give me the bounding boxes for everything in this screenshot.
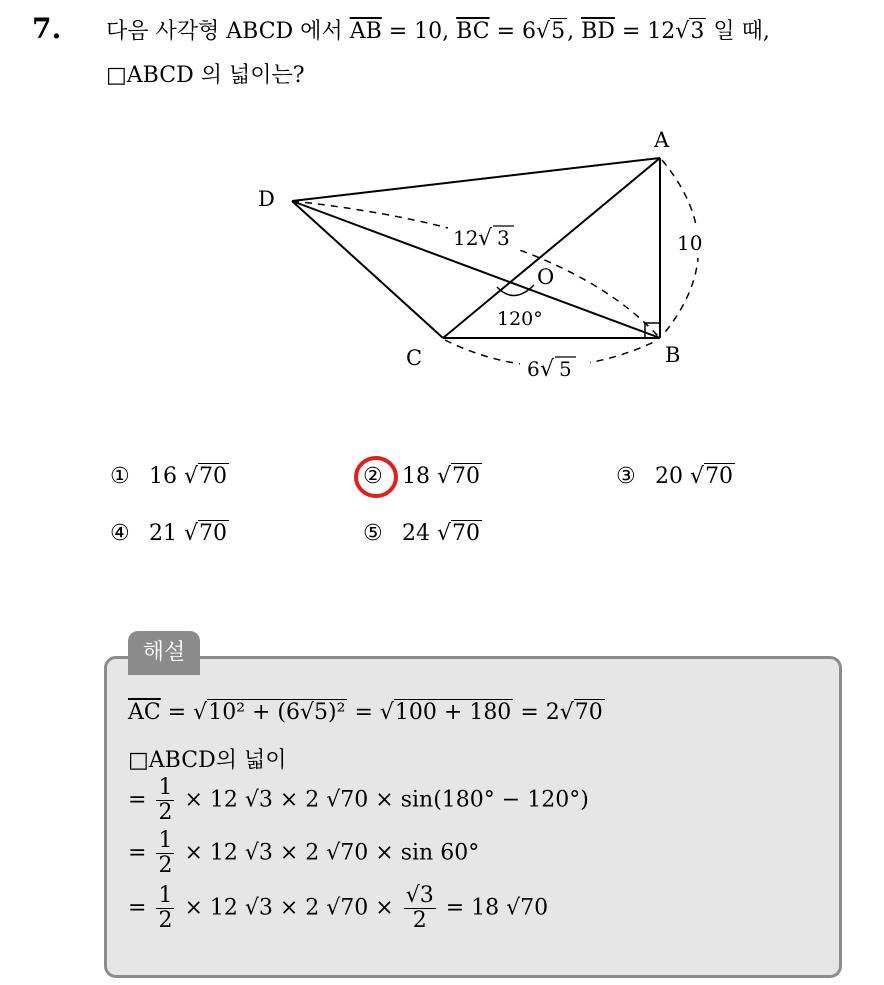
choice-3-sqrt: √70	[690, 464, 734, 489]
eq-2: =	[354, 700, 373, 725]
fraction-sqrt3-half: $\frac{√3}{2}$	[405, 883, 434, 933]
sqrt-ac: √10² + (6√5)²	[193, 700, 346, 725]
line-3-rest: × 12 √3 × 2 √70 × sin(180° − 120°)	[184, 787, 589, 813]
choice-4-mark: ④	[110, 521, 130, 546]
edge-da	[292, 158, 660, 201]
choice-4-coef: 21	[149, 521, 177, 546]
label-bc-rad: 5	[559, 357, 572, 381]
choice-1-mark: ①	[110, 464, 130, 489]
choice-1-coef: 16	[149, 464, 177, 489]
segment-ac: $\overline{AC}$	[128, 700, 161, 725]
solution-line-5	[128, 884, 548, 933]
question-line-2: □ABCD 의 넓이는?	[106, 63, 305, 88]
edge-dc	[292, 201, 443, 338]
label-c: C	[406, 346, 423, 370]
sqrt-5: √5	[536, 19, 566, 44]
choice-5-sqrt: √70	[437, 521, 481, 546]
eq-1: =	[167, 700, 187, 725]
fraction-half-5: $\frac{1}{2}$	[158, 883, 173, 933]
question-suffix: 일 때,	[713, 19, 770, 44]
segment-bd: $\overline{BD}$	[581, 19, 615, 44]
choice-2-coef: 18	[402, 464, 430, 489]
label-bc-coef: 6	[527, 357, 540, 381]
choice-4-sqrt: √70	[184, 521, 228, 546]
question-prefix: 다음 사각형 ABCD 에서	[106, 19, 343, 44]
choice-2-sqrt: √70	[437, 464, 481, 489]
eq-sign-3: =	[128, 787, 147, 813]
sqrt-70: √70	[559, 700, 603, 725]
eq-3: = 2	[520, 700, 560, 725]
question-line-1: 다음 사각형 ABCD 에서 $\overline{AB} = 10$, $\overline{BC} = 6√5$, $\overline{BD} = 12√3$ 일 때,	[106, 19, 770, 44]
label-bd-sqrt: √	[478, 226, 493, 251]
question-number: 7.	[32, 12, 62, 45]
label-d: D	[258, 187, 275, 211]
choice-4[interactable]	[110, 521, 229, 546]
angle-arc	[497, 285, 534, 296]
solution-line-1	[128, 700, 605, 725]
line-4-rest: × 12 √3 × 2 √70 × sin 60°	[184, 840, 480, 866]
label-bd-coef: 12	[453, 226, 479, 250]
quadrilateral-figure	[0, 0, 884, 430]
label-ab-length: 10	[677, 231, 703, 255]
eq-sign-4: =	[128, 840, 147, 866]
sqrt-3: √3	[675, 19, 705, 44]
line-5-end: = 18 √70	[445, 895, 549, 921]
label-b: B	[665, 343, 681, 367]
label-bd-rad: 3	[497, 226, 510, 250]
label-bc-sqrt: √	[540, 357, 555, 382]
choice-2-mark: ②	[363, 464, 383, 489]
choice-5[interactable]	[363, 521, 482, 546]
selected-answer-circle-icon	[352, 454, 400, 500]
ab-value: = 10,	[388, 19, 450, 44]
sqrt-sum: √100 + 180	[379, 700, 512, 725]
choice-1[interactable]	[110, 464, 229, 489]
choice-3-coef: 20	[655, 464, 683, 489]
solution-line-4	[128, 829, 479, 878]
line-5-mid: × 12 √3 × 2 √70 ×	[184, 895, 394, 921]
choice-3[interactable]	[616, 464, 735, 489]
choice-5-coef: 24	[402, 521, 430, 546]
solution-line-3	[128, 776, 589, 825]
segment-ab: $\overline{AB}$	[349, 19, 382, 44]
bd-value: = 12	[621, 19, 676, 44]
diagonal-db	[292, 201, 660, 338]
solution-tab: 해설	[128, 631, 200, 675]
fraction-half-4: $\frac{1}{2}$	[158, 828, 173, 878]
label-a: A	[654, 128, 670, 152]
solution-line-2: □ABCD의 넓이	[128, 748, 287, 773]
fraction-half-3: $\frac{1}{2}$	[158, 775, 173, 825]
choice-1-sqrt: √70	[184, 464, 228, 489]
label-angle: 120°	[497, 308, 543, 330]
choice-5-mark: ⑤	[363, 521, 383, 546]
segment-bc: $\overline{BC}$	[456, 19, 490, 44]
label-o: O	[537, 265, 555, 289]
choice-3-mark: ③	[616, 464, 636, 489]
eq-sign-5: =	[128, 895, 147, 921]
bc-value: = 6	[496, 19, 537, 44]
